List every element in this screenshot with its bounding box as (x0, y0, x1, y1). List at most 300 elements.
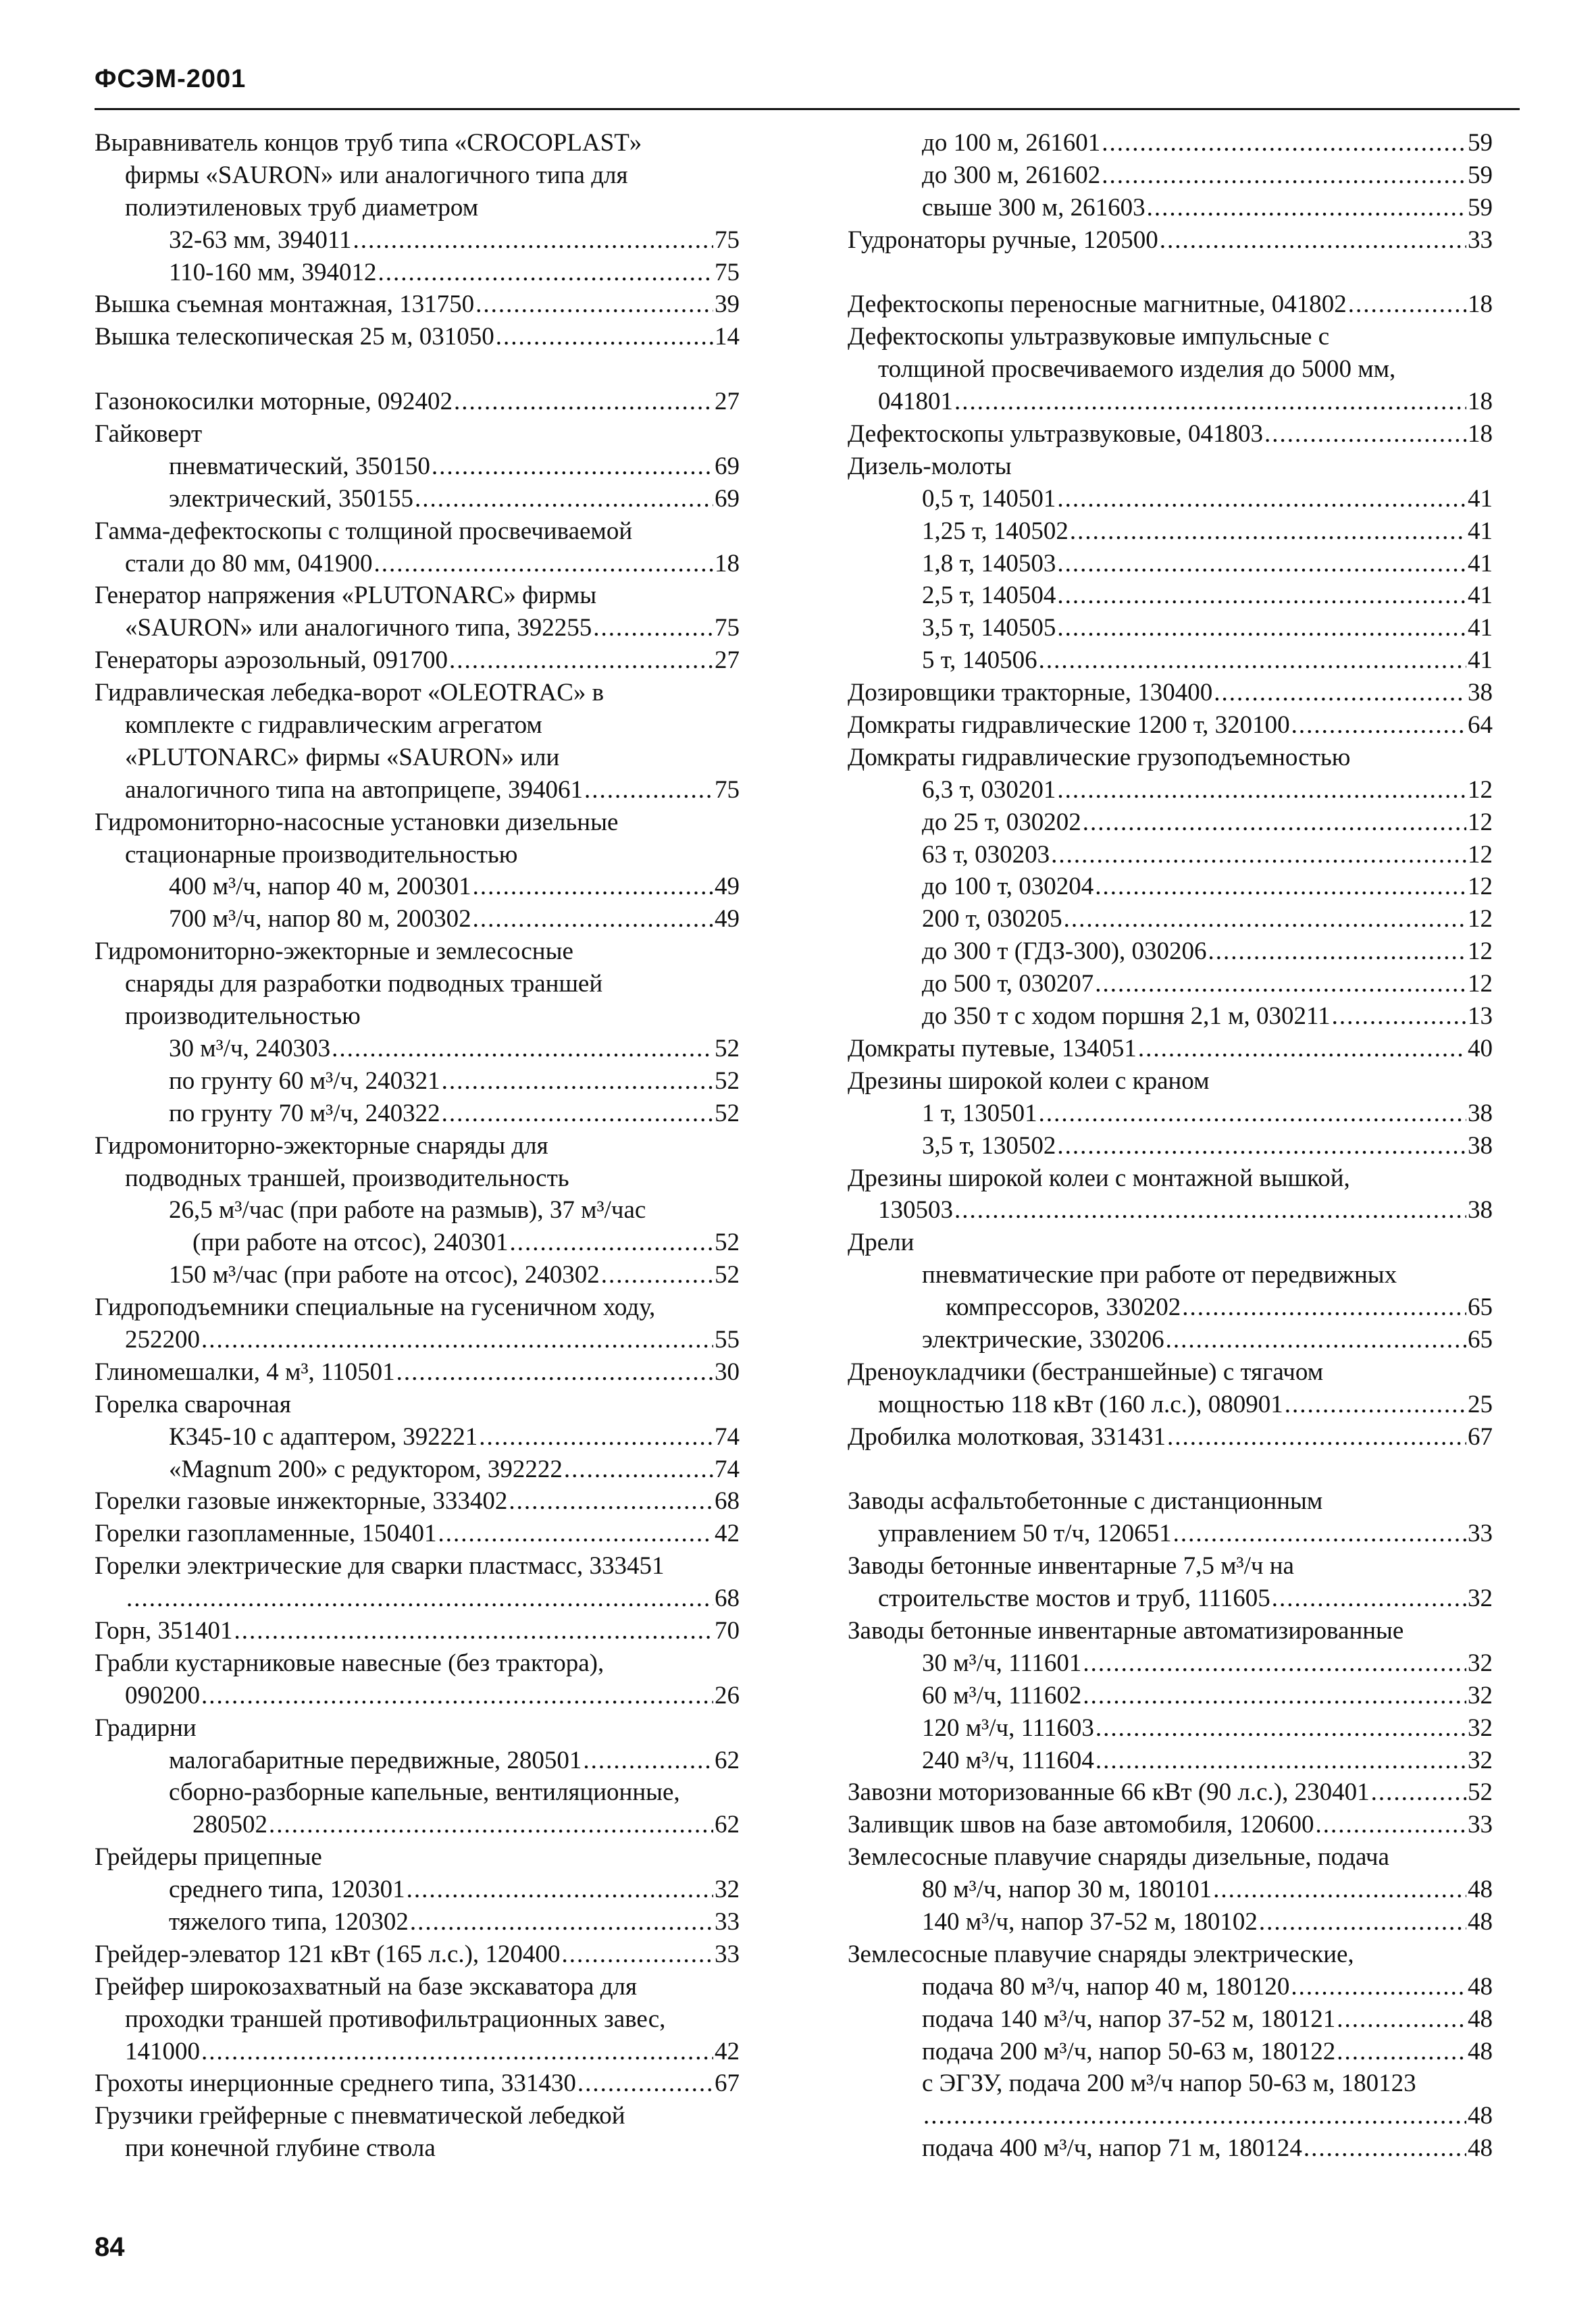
index-entry-page: 48 (1468, 2134, 1493, 2163)
index-entry (95, 1324, 740, 1356)
dot-leader (1102, 159, 1466, 192)
index-entry-text: 700 м³/ч, напор 80 м, 200302 (169, 905, 471, 933)
dot-leader (1173, 1518, 1466, 1550)
index-entry-text: Генераторы аэрозольный, 091700 (95, 646, 448, 675)
index-entry-page: 33 (1468, 1811, 1493, 1839)
index-entry (848, 2132, 1493, 2165)
index-entry-text: Дрели (848, 1229, 915, 1257)
index-entry-text: «Magnum 200» с редуктором, 392222 (169, 1455, 563, 1483)
index-entry-page: 64 (1468, 711, 1493, 740)
dot-leader (1057, 774, 1466, 806)
index-column-right (848, 127, 1493, 2165)
dot-leader (410, 1906, 713, 1938)
dot-leader (1182, 1291, 1466, 1324)
index-entry (848, 1162, 1493, 1195)
index-entry (848, 1389, 1493, 1421)
index-entry (95, 1356, 740, 1389)
dot-leader (564, 1454, 713, 1486)
index-entry-text: Горн, 351401 (95, 1616, 233, 1645)
index-entry-text: Заводы бетонные инвентарные автоматизированные (848, 1616, 1404, 1645)
dot-leader (1051, 839, 1466, 871)
index-entry-page: 48 (1468, 1907, 1493, 1936)
dot-leader (1096, 1745, 1466, 1777)
index-entry (848, 1130, 1493, 1162)
index-entry-page: 41 (1468, 614, 1493, 642)
section-gap (95, 353, 740, 386)
index-entry (848, 1874, 1493, 1906)
index-entry (95, 580, 740, 612)
index-entry-text: Выравниватель концов труб типа «CROCOPLAST» (95, 129, 642, 157)
index-entry (95, 1841, 740, 1874)
index-entry (848, 644, 1493, 677)
dot-leader (1147, 192, 1466, 224)
index-entry (95, 483, 740, 515)
index-entry (95, 1971, 740, 2003)
index-entry-page: 39 (715, 290, 740, 319)
index-entry-text: Гидромониторно-эжекторные снаряды для (95, 1131, 548, 1160)
index-entry (95, 386, 740, 418)
dot-leader (454, 386, 713, 418)
index-entry-page: 33 (715, 1907, 740, 1936)
dot-leader (1039, 644, 1466, 677)
index-entry-text: пневматический, 350150 (169, 452, 430, 480)
index-entry-text: до 100 т, 030204 (922, 873, 1094, 901)
index-entry-page: 59 (1468, 161, 1493, 189)
index-entry-text: пневматические при работе от передвижных (922, 1261, 1397, 1289)
index-entry-text: подача 400 м³/ч, напор 71 м, 180124 (922, 2134, 1302, 2163)
index-entry-page: 33 (715, 1940, 740, 1968)
index-entry-page: 75 (715, 614, 740, 642)
dot-leader (473, 903, 713, 935)
index-entry-text: 30 м³/ч, 111601 (922, 1649, 1082, 1677)
index-entry-text: Заводы бетонные инвентарные 7,5 м³/ч на (848, 1552, 1294, 1580)
index-entry (95, 839, 740, 871)
index-entry (95, 2067, 740, 2100)
index-entry-text: 60 м³/ч, 111602 (922, 1681, 1082, 1709)
index-entry (848, 1971, 1493, 2003)
index-entry-page: 32 (1468, 1714, 1493, 1742)
index-entry (848, 1841, 1493, 1874)
index-entry-page: 48 (1468, 2102, 1493, 2130)
index-entry-page: 74 (715, 1455, 740, 1483)
index-entry-page: 18 (1468, 420, 1493, 448)
index-entry (848, 1712, 1493, 1745)
index-entry (95, 1065, 740, 1098)
index-entry-text: Грохоты инерционные среднего типа, 331430 (95, 2069, 576, 2098)
dot-leader (1102, 127, 1466, 159)
index-entry (848, 288, 1493, 321)
index-entry-page: 52 (715, 1066, 740, 1095)
dot-leader (954, 1194, 1466, 1227)
index-entry-text: подводных траншей, производительность (125, 1164, 569, 1192)
index-entry-text: Глиномешалки, 4 м³, 110501 (95, 1358, 395, 1386)
index-entry-text: Вышка съемная монтажная, 131750 (95, 290, 475, 319)
index-entry-text: Гудронаторы ручные, 120500 (848, 226, 1158, 254)
index-entry (95, 192, 740, 224)
index-entry-text: 090200 (125, 1681, 200, 1709)
index-entry-text: подача 140 м³/ч, напор 37-52 м, 180121 (922, 2005, 1336, 2033)
index-entry (848, 1485, 1493, 1518)
index-entry-text: Градирни (95, 1714, 197, 1742)
index-entry (848, 774, 1493, 806)
index-entry-text: 1,25 т, 140502 (922, 517, 1069, 545)
index-entry (848, 353, 1493, 386)
index-entry-text: 6,3 т, 030201 (922, 775, 1056, 804)
index-entry-page: 52 (715, 1261, 740, 1289)
index-entry-text: аналогичного типа на автоприцепе, 394061 (125, 775, 583, 804)
dot-leader (1057, 483, 1466, 515)
index-entry-text: среднего типа, 120301 (169, 1876, 405, 1904)
index-entry (848, 1291, 1493, 1324)
index-entry-page: 48 (1468, 1972, 1493, 2001)
index-entry (95, 1291, 740, 1324)
dot-leader (1039, 1098, 1466, 1130)
index-entry (848, 612, 1493, 644)
index-entry-page: 62 (715, 1746, 740, 1774)
dot-leader (1096, 1712, 1466, 1745)
index-entry-page: 33 (1468, 1520, 1493, 1548)
index-entry (848, 515, 1493, 548)
index-entry-page: 12 (1468, 905, 1493, 933)
index-entry-text: мощностью 118 кВт (160 л.с.), 080901 (878, 1390, 1283, 1418)
index-entry-page: 55 (715, 1325, 740, 1354)
index-entry (95, 1583, 740, 1615)
dot-leader (1057, 1130, 1466, 1162)
index-entry-text: 32-63 мм, 394011 (169, 226, 352, 254)
index-entry-text: К345-10 с адаптером, 392221 (169, 1422, 478, 1451)
index-entry-text: компрессоров, 330202 (946, 1293, 1181, 1322)
dot-leader (1304, 2132, 1466, 2165)
index-entry (95, 257, 740, 289)
index-entry-text: Гидравлическая лебедка-ворот «OLEOTRAC» в (95, 679, 604, 707)
dot-leader (473, 871, 713, 903)
index-entry (95, 159, 740, 192)
index-entry-page: 18 (715, 549, 740, 577)
section-gap (848, 1454, 1493, 1486)
index-entry-text: 240 м³/ч, 111604 (922, 1746, 1094, 1774)
dot-leader (442, 1065, 713, 1098)
index-column-left (95, 127, 740, 2165)
index-entry (848, 968, 1493, 1000)
index-entry-text: Грейфер широкозахватный на базе экскаватора для (95, 1972, 637, 2001)
index-entry (848, 1065, 1493, 1098)
index-entry-page: 42 (715, 1520, 740, 1548)
index-entry (95, 1809, 740, 1841)
index-entry-page: 12 (1468, 937, 1493, 966)
index-entry (95, 418, 740, 451)
dot-leader (1070, 515, 1466, 548)
index-entry-page: 75 (715, 775, 740, 804)
dot-leader (378, 257, 713, 289)
index-entry (848, 483, 1493, 515)
index-entry (95, 2132, 740, 2165)
dot-leader (577, 2067, 713, 2100)
dot-leader (1337, 2003, 1466, 2036)
dot-leader (601, 1259, 713, 1291)
index-entry-text: полиэтиленовых труб диаметром (125, 193, 479, 222)
index-entry-page: 69 (715, 484, 740, 513)
index-entry-text: Дозировщики тракторные, 130400 (848, 679, 1213, 707)
dot-leader (1083, 1647, 1466, 1680)
dot-leader (1371, 1776, 1466, 1809)
dot-leader (201, 1680, 713, 1712)
index-entry-page: 52 (715, 1229, 740, 1257)
index-entry-text: Домкраты гидравлические 1200 т, 320100 (848, 711, 1290, 740)
index-entry (848, 1194, 1493, 1227)
index-entry-page: 67 (715, 2069, 740, 2098)
index-entry (95, 321, 740, 353)
index-entry (95, 1680, 740, 1712)
index-entry (848, 2100, 1493, 2132)
index-entry-page: 74 (715, 1422, 740, 1451)
index-entry-text: 041801 (878, 388, 953, 416)
index-entry-text: до 300 м, 261602 (922, 161, 1101, 189)
dot-leader (374, 548, 713, 580)
dot-leader (1214, 677, 1466, 709)
index-entry (848, 1583, 1493, 1615)
index-entry-page: 12 (1468, 970, 1493, 998)
index-entry-text: Горелка сварочная (95, 1390, 291, 1418)
index-entry-text: до 300 т (ГДЗ-300), 030206 (922, 937, 1207, 966)
index-entry (95, 2036, 740, 2068)
index-entry-text: комплекте с гидравлическим агрегатом (125, 711, 542, 740)
index-entry-text: толщиной просвечиваемого изделия до 5000 мм, (878, 355, 1396, 384)
index-entry (848, 1938, 1493, 1971)
index-entry-page: 68 (715, 1487, 740, 1516)
index-entry (95, 1130, 740, 1162)
index-entry-text: 1,8 т, 140503 (922, 549, 1056, 577)
index-entry-text: Дрезины широкой колеи с монтажной вышкой, (848, 1164, 1350, 1192)
index-entry (95, 515, 740, 548)
index-entry-text: Домкраты гидравлические грузоподъемностью (848, 743, 1351, 771)
index-entry-page: 32 (1468, 1681, 1493, 1709)
index-entry (95, 1615, 740, 1647)
dot-leader (415, 483, 713, 515)
index-entry (95, 709, 740, 742)
dot-leader (396, 1356, 713, 1389)
index-entry-page: 41 (1468, 582, 1493, 610)
index-entry (848, 2036, 1493, 2068)
index-entry (848, 839, 1493, 871)
index-entry (95, 1938, 740, 1971)
index-entry-page: 32 (1468, 1746, 1493, 1774)
index-entry-page: 65 (1468, 1293, 1493, 1322)
index-entry (848, 677, 1493, 709)
index-entry-text: электрический, 350155 (169, 484, 413, 513)
index-entry-text: 120 м³/ч, 111603 (922, 1714, 1094, 1742)
index-entry-page: 25 (1468, 1390, 1493, 1418)
index-entry-text: 80 м³/ч, напор 30 м, 180101 (922, 1876, 1212, 1904)
dot-leader (1348, 288, 1466, 321)
index-entry (848, 1647, 1493, 1680)
dot-leader (583, 1745, 713, 1777)
index-entry (95, 1033, 740, 1065)
index-entry-page: 38 (1468, 1196, 1493, 1225)
dot-leader (1138, 1033, 1466, 1065)
index-entry-text: Грейдеры прицепные (95, 1843, 322, 1872)
index-entry-text: стали до 80 мм, 041900 (125, 549, 373, 577)
dot-leader (442, 1098, 713, 1130)
index-entry-text: 30 м³/ч, 240303 (169, 1034, 331, 1062)
index-entry-page: 27 (715, 388, 740, 416)
index-entry (95, 903, 740, 935)
index-entry-text: электрические, 330206 (922, 1325, 1164, 1354)
index-entry-page: 40 (1468, 1034, 1493, 1062)
index-entry-text: Горелки газопламенные, 150401 (95, 1520, 437, 1548)
index-entry-page: 75 (715, 226, 740, 254)
index-entry (848, 742, 1493, 774)
index-entry (848, 709, 1493, 742)
index-entry (848, 1518, 1493, 1550)
index-entry (95, 2003, 740, 2036)
index-entry-page: 18 (1468, 388, 1493, 416)
index-entry-text: Грузчики грейферные с пневматической лебедкой (95, 2102, 625, 2130)
index-entry-page: 38 (1468, 1099, 1493, 1127)
index-entry-text: Землесосные плавучие снаряды дизельные, подача (848, 1843, 1389, 1872)
index-entry-text: малогабаритные передвижные, 280501 (169, 1746, 582, 1774)
page-number: 84 (95, 2232, 125, 2262)
index-entry-text: Землесосные плавучие снаряды электрические, (848, 1940, 1354, 1968)
index-entry (848, 1809, 1493, 1841)
index-entry-text: Гидромониторно-эжекторные и землесосные (95, 937, 573, 966)
index-entry-page: 33 (1468, 226, 1493, 254)
dot-leader (1337, 2036, 1466, 2068)
index-entry-page: 41 (1468, 484, 1493, 513)
dot-leader (1083, 806, 1466, 839)
dot-leader (1057, 548, 1466, 580)
index-entry-text: управлением 50 т/ч, 120651 (878, 1520, 1172, 1548)
index-entry (848, 1356, 1493, 1389)
index-entry-text: Дреноукладчики (бестраншейные) с тягачом (848, 1358, 1324, 1386)
index-entry-page: 41 (1468, 517, 1493, 545)
index-entry-page: 52 (715, 1099, 740, 1127)
index-entry (95, 1000, 740, 1033)
index-entry (95, 2100, 740, 2132)
dot-leader (509, 1227, 713, 1259)
index-entry-page: 52 (1468, 1778, 1493, 1807)
index-entry-text: Гамма-дефектоскопы с толщиной просвечиваемой (95, 517, 633, 545)
index-entry (848, 1421, 1493, 1454)
dot-leader (593, 612, 713, 644)
index-entry (848, 159, 1493, 192)
header-rule (95, 108, 1520, 110)
index-entry-text: стационарные производительностью (125, 840, 518, 869)
dot-leader (1208, 935, 1466, 968)
index-entry-text: Дизель-молоты (848, 452, 1012, 480)
index-entry-page: 30 (715, 1358, 740, 1386)
index-entry-text: свыше 300 м, 261603 (922, 193, 1145, 222)
dot-leader (1083, 1680, 1466, 1712)
dot-leader (1064, 903, 1466, 935)
index-entry (95, 1745, 740, 1777)
index-entry-text: Гайковерт (95, 420, 203, 448)
index-entry-text: Грейдер-элеватор 121 кВт (165 л.с.), 120400 (95, 1940, 561, 1968)
index-entry (95, 1712, 740, 1745)
index-entry-text: Заливщик швов на базе автомобиля, 120600 (848, 1811, 1314, 1839)
index-entry-text: фирмы «SAURON» или аналогичного типа для (125, 161, 628, 189)
index-entry (848, 386, 1493, 418)
dot-leader (923, 2100, 1466, 2132)
index-entry (848, 1776, 1493, 1809)
dot-leader (584, 774, 713, 806)
index-entry-text: Вышка телескопическая 25 м, 031050 (95, 323, 494, 351)
index-entry-page: 38 (1468, 1131, 1493, 1160)
index-entry (848, 2003, 1493, 2036)
index-entry-page: 26 (715, 1681, 740, 1709)
index-entry-text: 280502 (192, 1811, 267, 1839)
index-entry-text: до 350 т с ходом поршня 2,1 м, 030211 (922, 1002, 1331, 1031)
dot-leader (1259, 1906, 1466, 1938)
index-entry-page: 49 (715, 873, 740, 901)
index-entry (95, 548, 740, 580)
dot-leader (475, 288, 713, 321)
index-entry (95, 451, 740, 483)
index-entry (95, 1454, 740, 1486)
index-entry (95, 1162, 740, 1195)
dot-leader (126, 1583, 713, 1615)
index-entry (95, 1874, 740, 1906)
dot-leader (509, 1485, 713, 1518)
index-entry (848, 1615, 1493, 1647)
index-entry-page: 41 (1468, 646, 1493, 675)
index-entry-text: Заводы асфальтобетонные с дистанционным (848, 1487, 1323, 1516)
dot-leader (1095, 968, 1466, 1000)
index-entry-text: (при работе на отсос), 240301 (192, 1229, 509, 1257)
index-entry (848, 871, 1493, 903)
index-entry-page: 42 (715, 2037, 740, 2065)
index-entry-text: при конечной глубине ствола (125, 2134, 436, 2163)
index-entry-text: Гидроподъемники специальные на гусеничном ходу, (95, 1293, 656, 1322)
index-entry (95, 1906, 740, 1938)
index-entry (848, 1000, 1493, 1033)
index-entry (848, 1098, 1493, 1130)
index-entry (848, 1680, 1493, 1712)
dot-leader (201, 2036, 713, 2068)
index-entry-text: производительностью (125, 1002, 361, 1031)
index-entry-page: 32 (1468, 1649, 1493, 1677)
dot-leader (201, 1324, 713, 1356)
index-entry-text: 252200 (125, 1325, 200, 1354)
index-entry (95, 1098, 740, 1130)
index-entry-text: по грунту 70 м³/ч, 240322 (169, 1099, 440, 1127)
index-entry-text: Генератор напряжения «PLUTONARC» фирмы (95, 582, 597, 610)
dot-leader (1057, 612, 1466, 644)
index-entry-page: 69 (715, 452, 740, 480)
index-entry-text: 141000 (125, 2037, 200, 2065)
index-entry (95, 1485, 740, 1518)
dot-leader (1285, 1389, 1466, 1421)
index-entry-text: Дефектоскопы ультразвуковые, 041803 (848, 420, 1263, 448)
index-entry-page: 32 (1468, 1585, 1493, 1613)
section-gap (848, 257, 1493, 289)
index-entry-text: Дефектоскопы ультразвуковые импульсные с (848, 323, 1330, 351)
index-entry-text: до 500 т, 030207 (922, 970, 1094, 998)
dot-leader (449, 644, 713, 677)
index-entry (95, 1647, 740, 1680)
index-entry (848, 1550, 1493, 1583)
index-entry-page: 48 (1468, 1876, 1493, 1904)
index-entry-text: Горелки электрические для сварки пластмасс, 333451 (95, 1552, 665, 1580)
index-entry (848, 1033, 1493, 1065)
dot-leader (332, 1033, 713, 1065)
index-entry-text: Завозни моторизованные 66 кВт (90 л.с.), 230401 (848, 1778, 1370, 1807)
index-entry-text: проходки траншей противофильтрационных завес, (125, 2005, 666, 2033)
dot-leader (496, 321, 713, 353)
index-entry-text: до 25 т, 030202 (922, 808, 1081, 836)
index-entry-page: 75 (715, 258, 740, 286)
dot-leader (1291, 1971, 1466, 2003)
index-entry-page: 65 (1468, 1325, 1493, 1354)
